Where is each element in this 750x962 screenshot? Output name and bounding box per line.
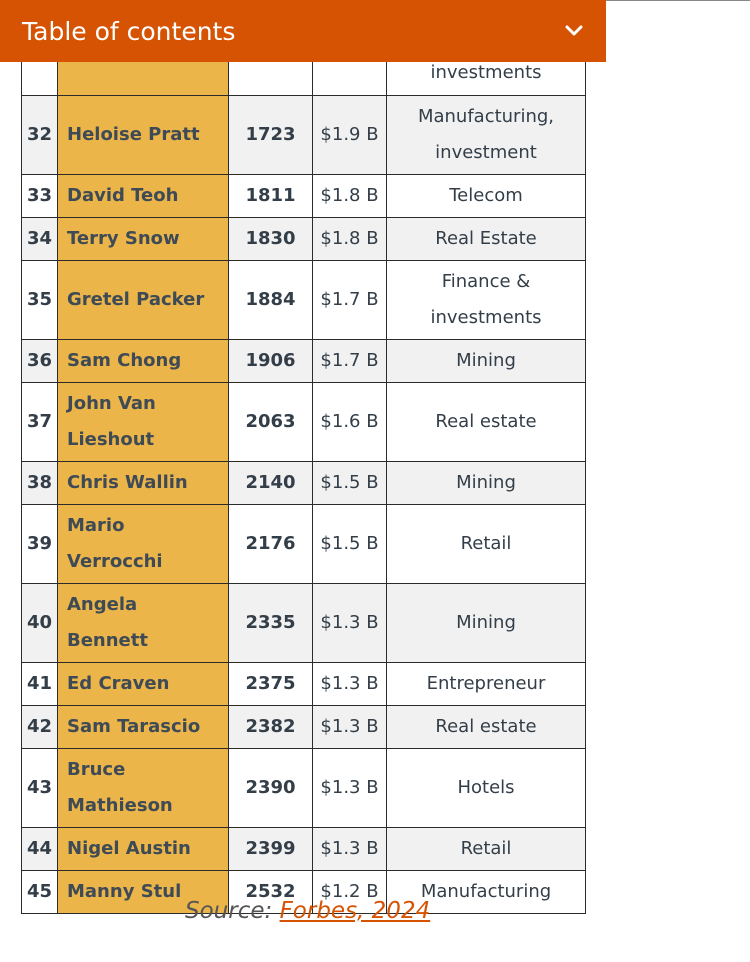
global-rank-cell: 2532 (229, 871, 313, 914)
net-worth-cell: $1.9 B (313, 96, 387, 175)
global-rank-cell: 2335 (229, 584, 313, 663)
source-cell: Real estate (387, 383, 586, 462)
name-cell: Gretel Packer (58, 261, 229, 340)
net-worth-cell: $1.8 B (313, 218, 387, 261)
name-cell: Chris Wallin (58, 462, 229, 505)
source-cell: Mining (387, 584, 586, 663)
table-row (22, 663, 586, 706)
table-row (22, 175, 586, 218)
source-cell: Mining (387, 462, 586, 505)
net-worth-cell: $1.6 B (313, 383, 387, 462)
billionaires-table-wrapper (21, 20, 585, 914)
net-worth-cell: $1.7 B (313, 340, 387, 383)
name-cell: Angela Bennett (58, 584, 229, 663)
net-worth-cell: $1.7 B (313, 261, 387, 340)
global-rank-cell: 2063 (229, 383, 313, 462)
global-rank-cell: 1811 (229, 175, 313, 218)
global-rank-cell: 2390 (229, 749, 313, 828)
global-rank-cell: 1830 (229, 218, 313, 261)
global-rank-cell: 1884 (229, 261, 313, 340)
rank-cell: 40 (22, 584, 58, 663)
net-worth-cell: $1.3 B (313, 828, 387, 871)
source-cell: Retail (387, 828, 586, 871)
table-row (22, 828, 586, 871)
chevron-down-icon[interactable] (564, 21, 584, 41)
rank-cell: 39 (22, 505, 58, 584)
name-cell: Bruce Mathieson (58, 749, 229, 828)
global-rank-cell: 1723 (229, 96, 313, 175)
source-cell: Hotels (387, 749, 586, 828)
table-body (22, 21, 586, 914)
source-cell: Manufacturing (387, 871, 586, 914)
toc-title: Table of contents (22, 16, 236, 46)
rank-cell: 32 (22, 96, 58, 175)
global-rank-cell: 2382 (229, 706, 313, 749)
rank-cell: 41 (22, 663, 58, 706)
name-cell: Sam Chong (58, 340, 229, 383)
rank-cell: 44 (22, 828, 58, 871)
global-rank-cell: 2399 (229, 828, 313, 871)
global-rank-cell: 1906 (229, 340, 313, 383)
global-rank-cell: 2375 (229, 663, 313, 706)
net-worth-cell: $1.2 B (313, 871, 387, 914)
net-worth-cell: $1.3 B (313, 663, 387, 706)
table-row (22, 261, 586, 340)
rank-cell: 38 (22, 462, 58, 505)
rank-cell: 34 (22, 218, 58, 261)
net-worth-cell: $1.3 B (313, 584, 387, 663)
rank-cell: 36 (22, 340, 58, 383)
net-worth-cell: $1.3 B (313, 706, 387, 749)
net-worth-cell: $1.3 B (313, 749, 387, 828)
net-worth-cell: $1.5 B (313, 505, 387, 584)
source-prefix: Source: (185, 898, 280, 924)
table-row (22, 462, 586, 505)
table-row (22, 706, 586, 749)
rank-cell: 43 (22, 749, 58, 828)
source-note (185, 898, 430, 924)
name-cell: John Van Lieshout (58, 383, 229, 462)
table-row (22, 96, 586, 175)
name-cell: Mario Verrocchi (58, 505, 229, 584)
name-cell: David Teoh (58, 175, 229, 218)
global-rank-cell: 2140 (229, 462, 313, 505)
table-row (22, 340, 586, 383)
source-cell: Real estate (387, 706, 586, 749)
rank-cell: 42 (22, 706, 58, 749)
table-row (22, 505, 586, 584)
table-of-contents-toggle[interactable] (0, 0, 606, 62)
rank-cell: 45 (22, 871, 58, 914)
source-cell: Manufacturing, investment (387, 96, 586, 175)
rank-cell: 33 (22, 175, 58, 218)
rank-cell: 37 (22, 383, 58, 462)
name-cell: Nigel Austin (58, 828, 229, 871)
billionaires-table (21, 20, 586, 914)
source-cell: Telecom (387, 175, 586, 218)
table-row (22, 218, 586, 261)
net-worth-cell: $1.5 B (313, 462, 387, 505)
name-cell: Ed Craven (58, 663, 229, 706)
table-row (22, 584, 586, 663)
divider (606, 0, 750, 1)
source-link[interactable]: Forbes, 2024 (279, 898, 431, 924)
rank-cell: 35 (22, 261, 58, 340)
source-cell: Entrepreneur (387, 663, 586, 706)
source-cell: Mining (387, 340, 586, 383)
source-cell: Retail (387, 505, 586, 584)
net-worth-cell: $1.8 B (313, 175, 387, 218)
name-cell: Sam Tarascio (58, 706, 229, 749)
name-cell: Manny Stul (58, 871, 229, 914)
table-row (22, 383, 586, 462)
table-row (22, 749, 586, 828)
global-rank-cell: 2176 (229, 505, 313, 584)
source-cell: investments (387, 21, 586, 96)
source-cell: Finance & investments (387, 261, 586, 340)
source-cell: Real Estate (387, 218, 586, 261)
name-cell: Terry Snow (58, 218, 229, 261)
name-cell: Heloise Pratt (58, 96, 229, 175)
